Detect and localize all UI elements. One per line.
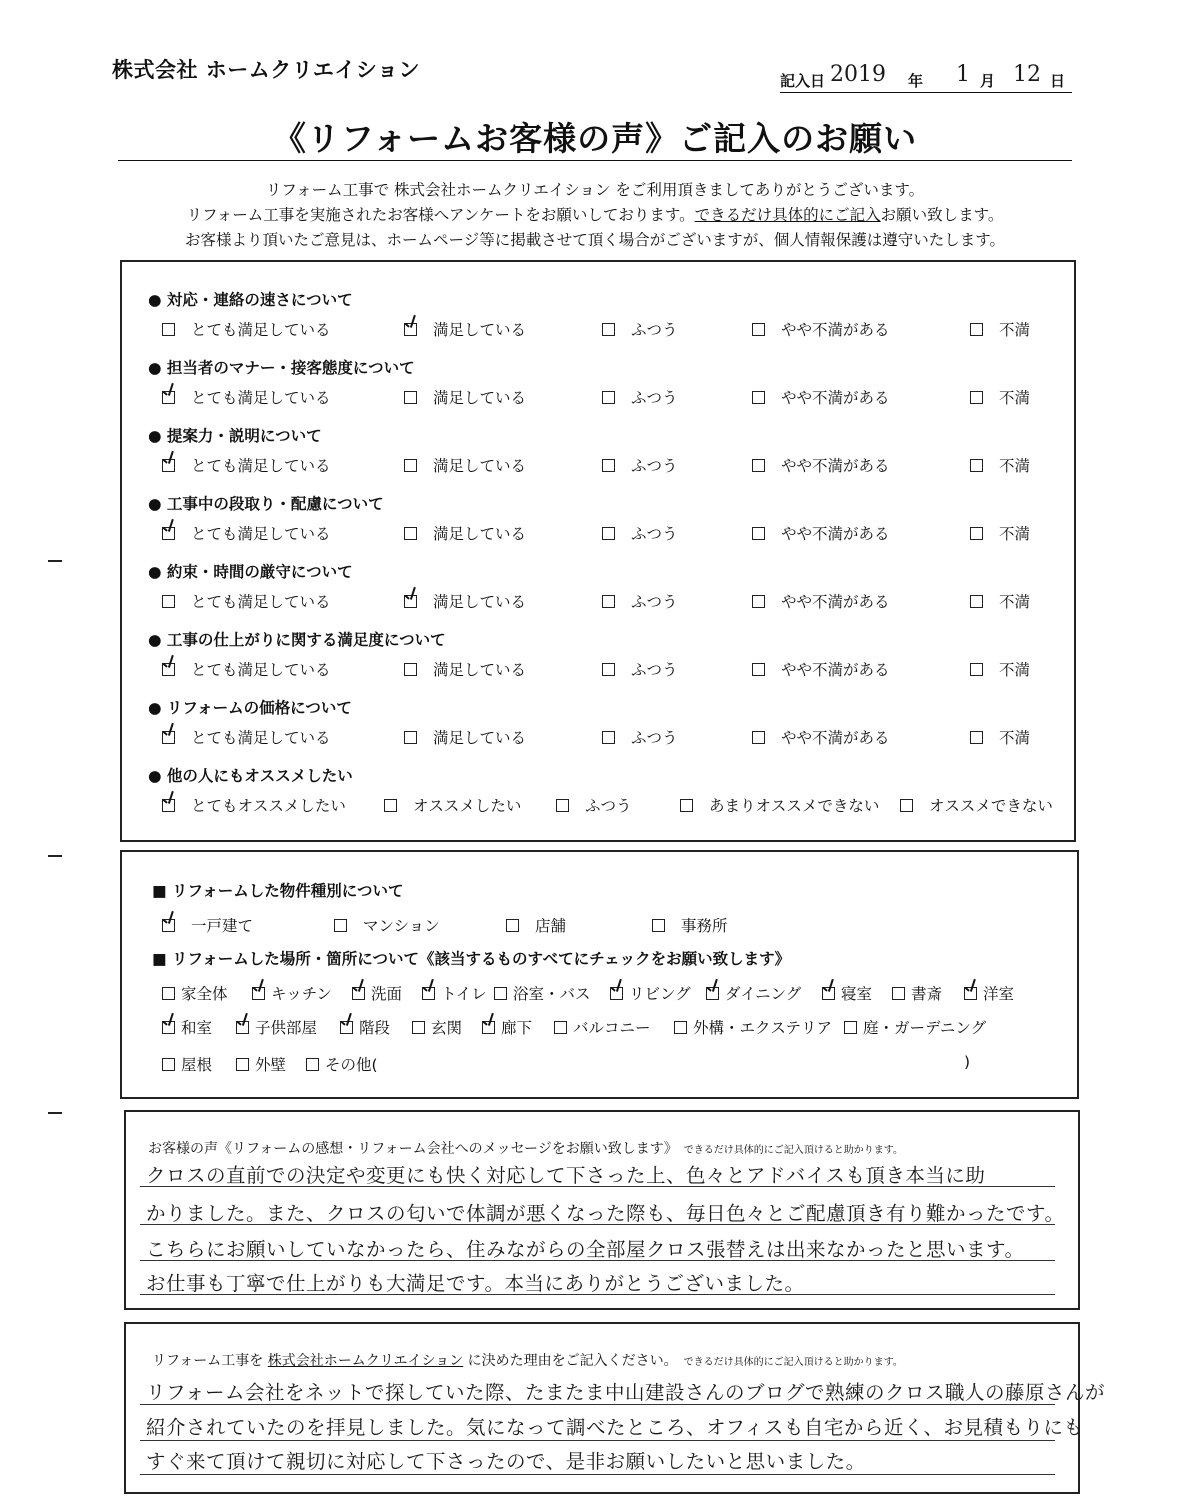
rating-option[interactable] bbox=[752, 318, 890, 340]
rating-option[interactable] bbox=[404, 386, 526, 408]
rating-option[interactable] bbox=[970, 454, 1030, 476]
rating-option[interactable] bbox=[752, 726, 890, 748]
checkbox[interactable] bbox=[162, 323, 175, 336]
question-title: ● 対応・連絡の速さについて bbox=[148, 291, 353, 309]
checkbox[interactable] bbox=[752, 323, 765, 336]
reason-heading-c: に決めた理由をご記入ください。 bbox=[463, 1353, 678, 1369]
place-option[interactable] bbox=[674, 1016, 832, 1038]
checkbox[interactable] bbox=[970, 527, 983, 540]
voice-heading bbox=[148, 1138, 903, 1158]
rating-option-label: ふつう bbox=[631, 321, 678, 339]
rating-option[interactable] bbox=[602, 386, 678, 408]
rating-option[interactable] bbox=[404, 590, 526, 612]
rating-option-label: とても満足している bbox=[191, 729, 331, 747]
checked-checkbox[interactable] bbox=[162, 799, 175, 812]
property-type-option[interactable] bbox=[334, 914, 440, 936]
place-label: 庭・ガーデニング bbox=[863, 1019, 987, 1037]
rating-option-label: とても満足している bbox=[191, 457, 331, 475]
title-divider bbox=[118, 160, 1072, 161]
voice-line-2: かりました。また、クロスの匂いで体調が悪くなった際も、毎日色々とご配慮頂き有り難かったです。 bbox=[146, 1202, 1065, 1225]
checked-checkbox[interactable] bbox=[162, 731, 175, 744]
place-option[interactable] bbox=[252, 982, 332, 1004]
place-option[interactable] bbox=[844, 1016, 986, 1038]
place-title: ■ リフォームした場所・箇所について《該当するものすべてにチェックをお願い致します》 bbox=[152, 950, 791, 968]
intro-line-1: リフォーム工事で 株式会社ホームクリエイション をご利用頂きましてありがとうございます。 bbox=[265, 181, 925, 199]
reason-line-1: リフォーム会社をネットで探していた際、たまたま中山建設さんのブログで熟練のクロス職人の藤原さんが bbox=[146, 1381, 1106, 1404]
checkbox[interactable] bbox=[970, 663, 983, 676]
checkbox[interactable] bbox=[892, 987, 905, 1000]
place-label: 和室 bbox=[181, 1019, 213, 1037]
checkbox[interactable] bbox=[752, 595, 765, 608]
checkbox[interactable] bbox=[412, 1021, 425, 1034]
rating-option[interactable] bbox=[404, 658, 526, 680]
checkbox[interactable] bbox=[674, 1021, 687, 1034]
rating-option[interactable] bbox=[384, 794, 521, 816]
rating-option-label: ふつう bbox=[631, 389, 678, 407]
rating-option[interactable] bbox=[602, 590, 678, 612]
checkbox[interactable] bbox=[970, 391, 983, 404]
checkbox[interactable] bbox=[602, 663, 615, 676]
place-label: 廊下 bbox=[501, 1019, 533, 1037]
rating-option-label: やや不満がある bbox=[781, 321, 890, 339]
place-label: 屋根 bbox=[181, 1056, 213, 1074]
place-label: その他( bbox=[325, 1056, 378, 1074]
rating-option-label: とても満足している bbox=[191, 661, 331, 679]
margin-mark bbox=[48, 560, 62, 562]
rating-option-label: 満足している bbox=[433, 457, 527, 475]
rating-option[interactable] bbox=[404, 522, 526, 544]
checkbox[interactable] bbox=[680, 799, 693, 812]
rating-option[interactable] bbox=[162, 726, 331, 748]
checkbox[interactable] bbox=[602, 459, 615, 472]
place-option[interactable] bbox=[162, 1016, 212, 1038]
place-option[interactable] bbox=[340, 1016, 390, 1038]
place-option[interactable] bbox=[706, 982, 801, 1004]
rating-option[interactable] bbox=[900, 794, 1053, 816]
checkbox[interactable] bbox=[494, 987, 507, 1000]
reason-heading bbox=[152, 1350, 903, 1370]
checked-checkbox[interactable] bbox=[162, 527, 175, 540]
rating-option[interactable] bbox=[162, 590, 331, 612]
place-label: 玄関 bbox=[431, 1019, 463, 1037]
reason-line-3: すぐ来て頂けて親切に対応して下さったので、是非お願いしたいと思いました。 bbox=[146, 1450, 866, 1473]
checkbox[interactable] bbox=[752, 459, 765, 472]
place-option[interactable] bbox=[412, 1016, 462, 1038]
rating-option[interactable] bbox=[162, 454, 331, 476]
place-option[interactable] bbox=[610, 982, 691, 1004]
date-year: 2019 bbox=[830, 62, 886, 87]
checkbox[interactable] bbox=[970, 323, 983, 336]
rating-option[interactable] bbox=[970, 590, 1030, 612]
checkbox[interactable] bbox=[602, 323, 615, 336]
checked-checkbox[interactable] bbox=[352, 987, 365, 1000]
property-type-option[interactable] bbox=[162, 914, 253, 936]
rating-option[interactable] bbox=[752, 454, 890, 476]
place-option[interactable] bbox=[236, 1016, 317, 1038]
checkbox[interactable] bbox=[970, 595, 983, 608]
rating-option[interactable] bbox=[970, 318, 1030, 340]
rating-option-label: とてもオススメしたい bbox=[191, 797, 346, 815]
place-option[interactable] bbox=[162, 1053, 212, 1075]
question-title: ● 担当者のマナー・接客態度について bbox=[148, 359, 415, 377]
checkbox[interactable] bbox=[752, 663, 765, 676]
rating-option[interactable] bbox=[680, 794, 879, 816]
rating-option[interactable] bbox=[162, 318, 331, 340]
rating-option[interactable] bbox=[404, 318, 526, 340]
date-month: 1 bbox=[956, 62, 970, 87]
rating-option[interactable] bbox=[556, 794, 632, 816]
date-year-unit: 年 bbox=[908, 72, 924, 90]
rating-option-label: とても満足している bbox=[191, 525, 331, 543]
rating-option[interactable] bbox=[970, 522, 1030, 544]
voice-line-1: クロスの直前での決定や変更にも快く対応して下さった上、色々とアドバイスも頂き本当に助 bbox=[146, 1164, 986, 1187]
rating-option[interactable] bbox=[602, 318, 678, 340]
rating-option-label: やや不満がある bbox=[781, 525, 890, 543]
place-option[interactable] bbox=[822, 982, 872, 1004]
place-label: 浴室・バス bbox=[513, 985, 591, 1003]
question-title: ● 提案力・説明について bbox=[148, 427, 322, 445]
checkbox[interactable] bbox=[306, 1058, 319, 1071]
rating-option[interactable] bbox=[602, 726, 678, 748]
rating-option-label: とても満足している bbox=[191, 389, 331, 407]
rating-option[interactable] bbox=[162, 658, 331, 680]
rating-option-label: 満足している bbox=[433, 661, 527, 679]
place-label: ダイニング bbox=[725, 985, 802, 1003]
place-label: 子供部屋 bbox=[255, 1019, 318, 1037]
checkbox[interactable] bbox=[404, 663, 417, 676]
checked-checkbox[interactable] bbox=[162, 919, 175, 932]
checkbox[interactable] bbox=[970, 459, 983, 472]
checked-checkbox[interactable] bbox=[964, 987, 977, 1000]
place-label: 書斎 bbox=[911, 985, 943, 1003]
rating-option-label: 満足している bbox=[433, 729, 527, 747]
checkbox[interactable] bbox=[384, 799, 397, 812]
rating-option-label: オススメできない bbox=[929, 797, 1053, 815]
checkbox[interactable] bbox=[752, 527, 765, 540]
reason-line-2: 紹介されていたのを拝見しました。気になって調べたところ、オフィスも自宅から近く、お見積もりにも bbox=[146, 1416, 1084, 1439]
rating-option-label: やや不満がある bbox=[781, 389, 890, 407]
place-option[interactable] bbox=[236, 1053, 286, 1075]
rating-option-label: やや不満がある bbox=[781, 661, 890, 679]
voice-note: できるだけ具体的にご記入頂けると助かります。 bbox=[683, 1145, 903, 1156]
place-label: トイレ bbox=[441, 985, 487, 1003]
place-label: 家全体 bbox=[181, 985, 228, 1003]
rating-option-label: とても満足している bbox=[191, 593, 331, 611]
checked-checkbox[interactable] bbox=[822, 987, 835, 1000]
property-type-option[interactable] bbox=[506, 914, 566, 936]
intro-line-3: お客様より頂いたご意見は、ホームページ等に掲載させて頂く場合がございますが、個人情報保護は遵守いたします。 bbox=[185, 231, 1005, 249]
intro-line-2 bbox=[118, 203, 1072, 225]
place-label: 寝室 bbox=[841, 985, 873, 1003]
rating-option-label: やや不満がある bbox=[781, 457, 890, 475]
date-month-unit: 月 bbox=[980, 72, 996, 90]
question-title: ● リフォームの価格について bbox=[148, 699, 352, 717]
margin-mark bbox=[48, 855, 62, 857]
place-label: 階段 bbox=[359, 1019, 391, 1037]
date-label: 記入日 bbox=[780, 72, 826, 90]
rating-option-label: ふつう bbox=[585, 797, 632, 815]
rating-option[interactable] bbox=[752, 386, 890, 408]
checkbox[interactable] bbox=[404, 391, 417, 404]
checkbox[interactable] bbox=[404, 527, 417, 540]
rating-option[interactable] bbox=[162, 386, 331, 408]
property-type-option[interactable] bbox=[652, 914, 728, 936]
checked-checkbox[interactable] bbox=[610, 987, 623, 1000]
rating-option[interactable] bbox=[602, 658, 678, 680]
property-type-label: 一戸建て bbox=[191, 917, 254, 935]
date-day: 12 bbox=[1013, 62, 1041, 87]
checkbox[interactable] bbox=[900, 799, 913, 812]
question-title: ● 約束・時間の厳守について bbox=[148, 563, 353, 581]
rating-option-label: とても満足している bbox=[191, 321, 331, 339]
property-type-label: 店舗 bbox=[535, 917, 567, 935]
checkbox[interactable] bbox=[506, 919, 519, 932]
intro-line-2c: お願い致します。 bbox=[880, 206, 1004, 224]
checked-checkbox[interactable] bbox=[162, 1021, 175, 1034]
checked-checkbox[interactable] bbox=[162, 391, 175, 404]
page-title: 《リフォームお客様の声》ご記入のお願い bbox=[272, 119, 918, 158]
voice-line-3: こちらにお願いしていなかったら、住みながらの全部屋クロス張替えは出来なかったと思います。 bbox=[146, 1238, 1025, 1261]
rating-option-label: ふつう bbox=[631, 661, 678, 679]
rating-option-label: やや不満がある bbox=[781, 593, 890, 611]
rating-option-label: オススメしたい bbox=[413, 797, 522, 815]
question-title: ● 工事中の段取り・配慮について bbox=[148, 495, 384, 513]
rating-option-label: 満足している bbox=[433, 525, 527, 543]
company-name: 株式会社 ホームクリエイション bbox=[112, 58, 420, 82]
place-option[interactable] bbox=[352, 982, 402, 1004]
property-type-title: ■ リフォームした物件種別について bbox=[152, 882, 404, 900]
rating-option-label: 不満 bbox=[999, 661, 1031, 679]
rating-option[interactable] bbox=[970, 658, 1030, 680]
rating-option-label: 不満 bbox=[999, 729, 1031, 747]
place-option[interactable] bbox=[964, 982, 1014, 1004]
checked-checkbox[interactable] bbox=[422, 987, 435, 1000]
rating-option-label: 不満 bbox=[999, 525, 1031, 543]
checkbox[interactable] bbox=[162, 595, 175, 608]
checked-checkbox[interactable] bbox=[162, 459, 175, 472]
checked-checkbox[interactable] bbox=[162, 663, 175, 676]
rating-option-label: ふつう bbox=[631, 525, 678, 543]
ruled-line bbox=[140, 1440, 1055, 1441]
checkbox[interactable] bbox=[556, 799, 569, 812]
voice-line-4: お仕事も丁寧で仕上がりも大満足です。本当にありがとうございました。 bbox=[146, 1272, 805, 1295]
checkbox[interactable] bbox=[602, 527, 615, 540]
rating-option[interactable] bbox=[752, 590, 890, 612]
checked-checkbox[interactable] bbox=[404, 595, 417, 608]
checkbox[interactable] bbox=[404, 459, 417, 472]
checked-checkbox[interactable] bbox=[482, 1021, 495, 1034]
checkbox[interactable] bbox=[602, 731, 615, 744]
place-label: キッチン bbox=[271, 985, 332, 1003]
rating-option[interactable] bbox=[970, 726, 1030, 748]
reason-heading-company: 株式会社ホームクリエイション bbox=[267, 1353, 464, 1369]
date-day-unit: 日 bbox=[1050, 72, 1066, 90]
margin-mark bbox=[48, 1112, 62, 1114]
checkbox[interactable] bbox=[404, 731, 417, 744]
property-type-label: 事務所 bbox=[681, 917, 728, 935]
rating-option-label: ふつう bbox=[631, 729, 678, 747]
checked-checkbox[interactable] bbox=[236, 1021, 249, 1034]
place-label: 洗面 bbox=[371, 985, 403, 1003]
place-option[interactable] bbox=[494, 982, 591, 1004]
question-title: ● 他の人にもオススメしたい bbox=[148, 767, 353, 785]
checked-checkbox[interactable] bbox=[340, 1021, 353, 1034]
survey-box bbox=[120, 260, 1076, 842]
place-option[interactable] bbox=[892, 982, 942, 1004]
place-label: 洋室 bbox=[983, 985, 1015, 1003]
voice-heading-text: お客様の声《リフォームの感想・リフォーム会社へのメッセージをお願い致します》 bbox=[148, 1141, 678, 1157]
checked-checkbox[interactable] bbox=[706, 987, 719, 1000]
place-option[interactable] bbox=[422, 982, 487, 1004]
rating-option-label: ふつう bbox=[631, 457, 678, 475]
place-label: リビング bbox=[629, 985, 691, 1003]
rating-option-label: 不満 bbox=[999, 457, 1031, 475]
place-option[interactable] bbox=[162, 982, 228, 1004]
rating-option-label: 不満 bbox=[999, 389, 1031, 407]
rating-option-label: ふつう bbox=[631, 593, 678, 611]
checked-checkbox[interactable] bbox=[404, 323, 417, 336]
checkbox[interactable] bbox=[554, 1021, 567, 1034]
rating-option[interactable] bbox=[162, 794, 346, 816]
ruled-line bbox=[140, 1474, 1055, 1475]
rating-option-label: 不満 bbox=[999, 593, 1031, 611]
property-type-label: マンション bbox=[363, 917, 440, 935]
checkbox[interactable] bbox=[844, 1021, 857, 1034]
reason-note: できるだけ具体的にご記入頂けると助かります。 bbox=[683, 1357, 903, 1368]
rating-option[interactable] bbox=[752, 658, 890, 680]
rating-option-label: 不満 bbox=[999, 321, 1031, 339]
rating-option-label: あまりオススメできない bbox=[709, 797, 880, 815]
place-label: 外構・エクステリア bbox=[693, 1019, 833, 1037]
intro-line-2a: リフォーム工事を実施されたお客様へアンケートをお願いしております。 bbox=[186, 206, 695, 224]
checkbox[interactable] bbox=[652, 919, 665, 932]
question-title: ● 工事の仕上がりに関する満足度について bbox=[148, 631, 446, 649]
rating-option[interactable] bbox=[162, 522, 331, 544]
rating-option[interactable] bbox=[404, 454, 526, 476]
checked-checkbox[interactable] bbox=[252, 987, 265, 1000]
rating-option[interactable] bbox=[404, 726, 526, 748]
checkbox[interactable] bbox=[162, 987, 175, 1000]
rating-option-label: 満足している bbox=[433, 389, 527, 407]
place-option[interactable] bbox=[482, 1016, 532, 1038]
checkbox[interactable] bbox=[602, 595, 615, 608]
checkbox[interactable] bbox=[752, 391, 765, 404]
place-label: バルコニー bbox=[573, 1019, 651, 1037]
rating-option[interactable] bbox=[970, 386, 1030, 408]
rating-option-label: 満足している bbox=[433, 321, 527, 339]
rating-option-label: やや不満がある bbox=[781, 729, 890, 747]
place-option[interactable] bbox=[306, 1053, 378, 1075]
reason-heading-a: リフォーム工事を bbox=[152, 1353, 268, 1369]
rating-option[interactable] bbox=[602, 454, 678, 476]
checkbox[interactable] bbox=[752, 731, 765, 744]
other-close-paren: ) bbox=[964, 1053, 971, 1071]
checkbox[interactable] bbox=[334, 919, 347, 932]
entry-date bbox=[780, 62, 1072, 93]
checkbox[interactable] bbox=[162, 1058, 175, 1071]
rating-option-label: 満足している bbox=[433, 593, 527, 611]
place-option[interactable] bbox=[554, 1016, 651, 1038]
rating-option[interactable] bbox=[602, 522, 678, 544]
checkbox[interactable] bbox=[602, 391, 615, 404]
rating-option[interactable] bbox=[752, 522, 890, 544]
checkbox[interactable] bbox=[970, 731, 983, 744]
intro-line-2-emphasis: できるだけ具体的にご記入 bbox=[694, 206, 881, 224]
checkbox[interactable] bbox=[236, 1058, 249, 1071]
place-label: 外壁 bbox=[255, 1056, 287, 1074]
